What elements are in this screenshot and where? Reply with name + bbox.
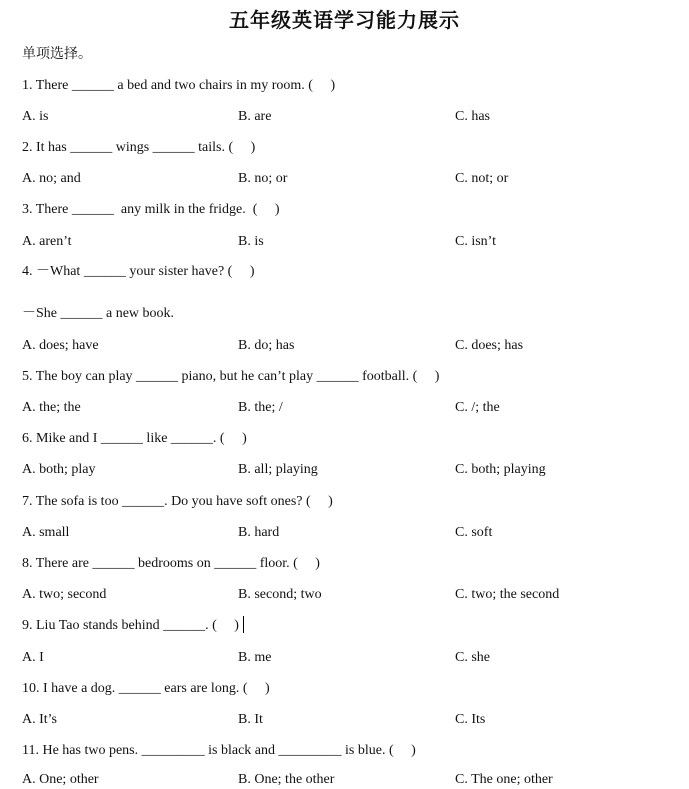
q10-option-a: A. It’s bbox=[22, 712, 57, 727]
q9-option-a: A. I bbox=[22, 650, 44, 665]
question-2: 2. It has ______ wings ______ tails. ( ) bbox=[22, 140, 256, 155]
q7-option-c: C. soft bbox=[455, 525, 493, 540]
q1-option-a: A. is bbox=[22, 109, 49, 124]
q4-option-c: C. does; has bbox=[455, 338, 524, 353]
q4-option-b: B. do; has bbox=[238, 338, 295, 353]
section-heading: 单项选择。 bbox=[22, 46, 92, 62]
q7-option-a: A. small bbox=[22, 525, 70, 540]
q6-option-c: C. both; playing bbox=[455, 462, 546, 477]
q11-option-a: A. One; other bbox=[22, 772, 99, 787]
q2-option-c: C. not; or bbox=[455, 171, 509, 186]
q4-option-a: A. does; have bbox=[22, 338, 99, 353]
q3-option-b: B. is bbox=[238, 234, 264, 249]
q2-option-a: A. no; and bbox=[22, 171, 81, 186]
question-7: 7. The sofa is too ______. Do you have soft ones? ( ) bbox=[22, 494, 333, 509]
q8-option-a: A. two; second bbox=[22, 587, 107, 602]
q3-option-c: C. isn’t bbox=[455, 234, 496, 249]
q1-option-b: B. are bbox=[238, 109, 272, 124]
q10-option-c: C. Its bbox=[455, 712, 486, 727]
q6-option-a: A. both; play bbox=[22, 462, 96, 477]
q9-option-c: C. she bbox=[455, 650, 490, 665]
question-4-reply: －She ______ a new book. bbox=[22, 306, 175, 321]
q11-option-b: B. One; the other bbox=[238, 772, 335, 787]
question-10: 10. I have a dog. ______ ears are long. ( ) bbox=[22, 681, 270, 696]
question-1: 1. There ______ a bed and two chairs in my room. ( ) bbox=[22, 78, 336, 93]
question-8: 8. There are ______ bedrooms on ______ floor. ( ) bbox=[22, 556, 320, 571]
q11-option-c: C. The one; other bbox=[455, 772, 553, 787]
q10-option-b: B. It bbox=[238, 712, 263, 727]
q6-option-b: B. all; playing bbox=[238, 462, 318, 477]
q3-option-a: A. aren’t bbox=[22, 234, 72, 249]
q8-option-b: B. second; two bbox=[238, 587, 322, 602]
question-4: 4. －What ______ your sister have? ( ) bbox=[22, 264, 255, 279]
q5-option-a: A. the; the bbox=[22, 400, 81, 415]
question-9: 9. Liu Tao stands behind ______. ( ) bbox=[22, 618, 239, 633]
q9-option-b: B. me bbox=[238, 650, 272, 665]
q1-option-c: C. has bbox=[455, 109, 490, 124]
q5-option-c: C. /; the bbox=[455, 400, 500, 415]
question-3: 3. There ______ any milk in the fridge. ( ) bbox=[22, 202, 280, 217]
page-title: 五年级英语学习能力展示 bbox=[229, 8, 460, 32]
q8-option-c: C. two; the second bbox=[455, 587, 560, 602]
question-5: 5. The boy can play ______ piano, but he can’t play ______ football. ( ) bbox=[22, 369, 440, 384]
q2-option-b: B. no; or bbox=[238, 171, 288, 186]
question-6: 6. Mike and I ______ like ______. ( ) bbox=[22, 431, 247, 446]
q5-option-b: B. the; / bbox=[238, 400, 283, 415]
question-11: 11. He has two pens. _________ is black and _________ is blue. ( ) bbox=[22, 743, 416, 758]
text-cursor bbox=[243, 616, 244, 633]
q7-option-b: B. hard bbox=[238, 525, 280, 540]
